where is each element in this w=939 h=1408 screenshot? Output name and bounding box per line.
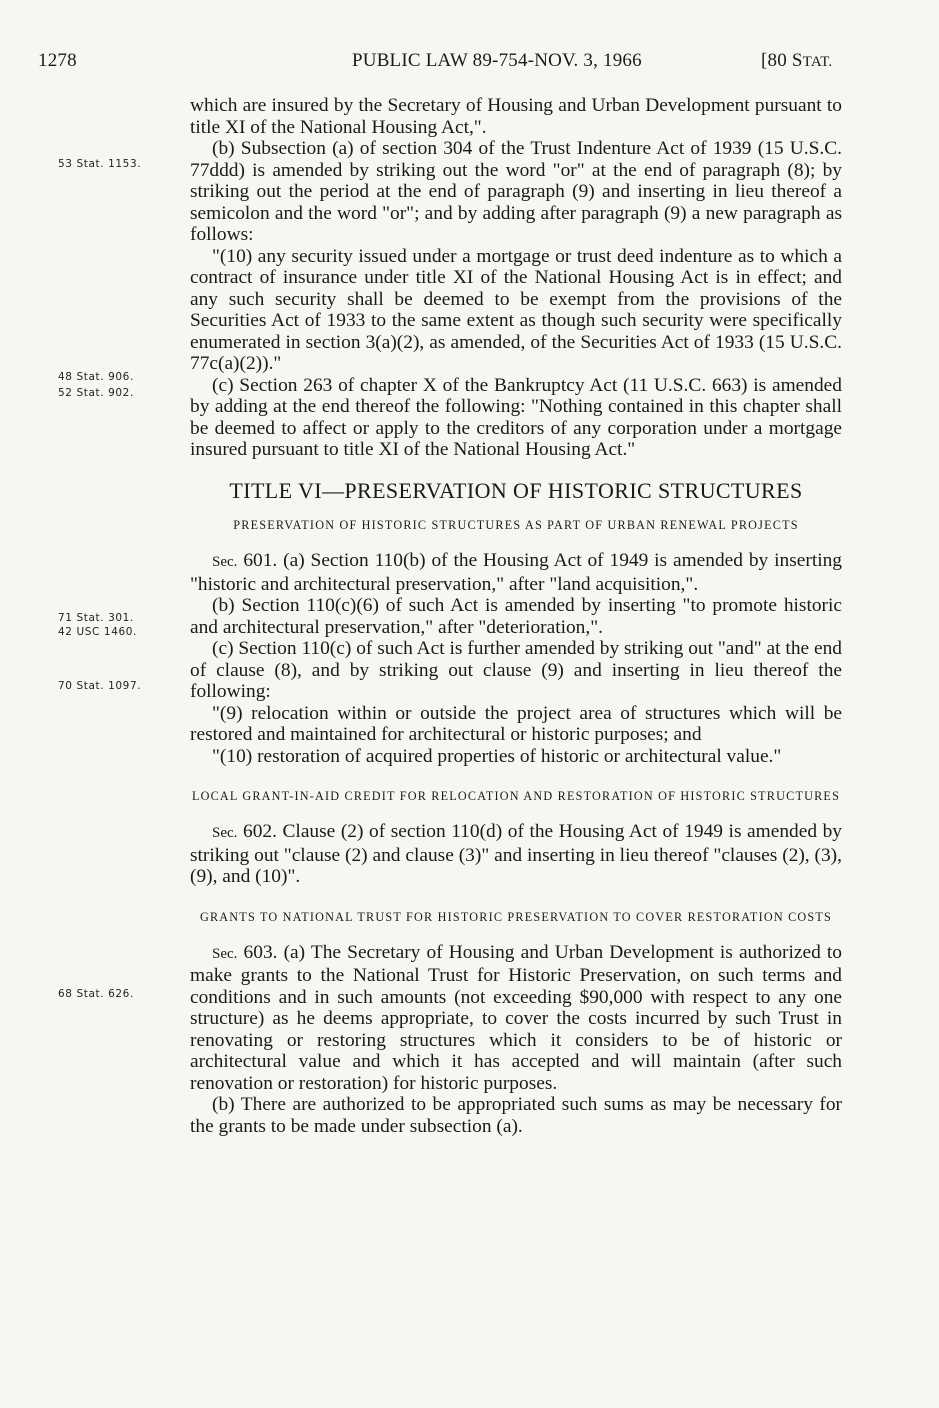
margin-note: 53 Stat. 1153. [58,158,142,170]
section-subheading: GRANTS TO NATIONAL TRUST FOR HISTORIC PRESERVATION TO COVER RESTORATION COSTS [199,909,833,924]
quoted-paragraph: "(10) restoration of acquired properties of historic or architectural value." [212,745,782,767]
paragraph: (b) Section 110(c)(6) of such Act is amended by inserting "to promote historic and architectural preservation," after "deterioration,". [190,595,842,638]
margin-note: 68 Stat. 626. [58,988,134,1000]
section-label: Sec. [212,945,238,962]
section-text: 602. Clause (2) of section 110(d) of the Housing Act of 1949 is amended by striking out "clause (2) and clause (3)" and inserting in lieu thereof "clauses (2), (3), (9), and (10)". [190,821,842,887]
stat-suffix: TAT. [802,54,833,70]
page-number: 1278 [38,50,77,71]
margin-note: 71 Stat. 301. [58,612,134,624]
paragraph: (b) Subsection (a) of section 304 of the Trust Indenture Act of 1939 (15 U.S.C. 77ddd) is amended by striking out the word "or" at the end of paragraph (8); by striking out the period at the end of paragraph (9) and inserting in lieu thereof a semicolon and the word "or"; and by adding after paragraph (9) a new paragraph as follows: [190,138,842,245]
header-statute-reference [761,50,832,72]
section-label: Sec. [212,554,238,570]
margin-note: 70 Stat. 1097. [58,680,142,692]
stat-prefix: [80 S [761,50,803,71]
paragraph: (c) Section 263 of chapter X of the Bankruptcy Act (11 U.S.C. 663) is amended by adding at the end thereof the following: "Nothing contained in this chapter shall be deemed to affect or apply to the creditors of any corporation under a mortgage insured pursuant to title XI of the National Housing Act." [190,374,842,460]
section-label: Sec. [212,825,238,841]
section-subheading: PRESERVATION OF HISTORIC STRUCTURES AS PART OF URBAN RENEWAL PROJECTS [233,518,799,532]
section-paragraph [190,942,842,1095]
header-title: PUBLIC LAW 89-754-NOV. 3, 1966 [352,50,642,71]
paragraph: which are insured by the Secretary of Housing and Urban Development pursuant to title XI of the National Housing Act,". [190,95,842,138]
section-text: 601. (a) Section 110(b) of the Housing Act of 1949 is amended by inserting "historic and architectural preservation," after "land acquisition,". [190,550,842,595]
running-header [0,50,939,82]
section-subheading: LOCAL GRANT-IN-AID CREDIT FOR RELOCATION AND RESTORATION OF HISTORIC STRUCTURES [191,789,841,803]
margin-note: 48 Stat. 906. [58,371,134,383]
quoted-paragraph: "(10) any security issued under a mortgage or trust deed indenture as to which a contract of insurance under title XI of the National Housing Act is in effect; and any such security shall be deemed to be exempt from the provisions of the Securities Act of 1933 to the same extent as though such security were specifically enumerated in section 3(a)(2), as amended, of the Securities Act of 1933 (15 U.S.C. 77c(a)(2))." [190,245,842,374]
paragraph: (c) Section 110(c) of such Act is further amended by striking out "and" at the end of clause (8), and by striking out clause (9) and inserting in lieu thereof the following: [190,638,842,702]
paragraph: (b) There are authorized to be appropriated such sums as may be necessary for the grants to be made under subsection (a). [190,1094,842,1137]
section-text: 603. (a) The Secretary of Housing and Urban Development is authorized to make grants to the National Trust for Historic Preservation, on such terms and conditions and in such amounts (not exceeding $90,000 with respect to any one structure) as he deems appropriate, to cover the costs incurred by such Trust in renovating or restoring structures which it considers to be of historic or architectural value and which it has accepted and will maintain (after such renovation or restoration) for historic purposes. [190,941,842,1094]
section-paragraph [190,550,842,595]
margin-note: 52 Stat. 902. [58,387,134,399]
body-text [190,95,842,1137]
margin-note: 42 USC 1460. [58,626,137,638]
section-paragraph [190,821,842,888]
quoted-paragraph: "(9) relocation within or outside the project area of structures which will be restored and maintained for architectural or historic purposes; and [190,702,842,745]
title-heading: TITLE VI—PRESERVATION OF HISTORIC STRUCTURES [229,477,803,503]
